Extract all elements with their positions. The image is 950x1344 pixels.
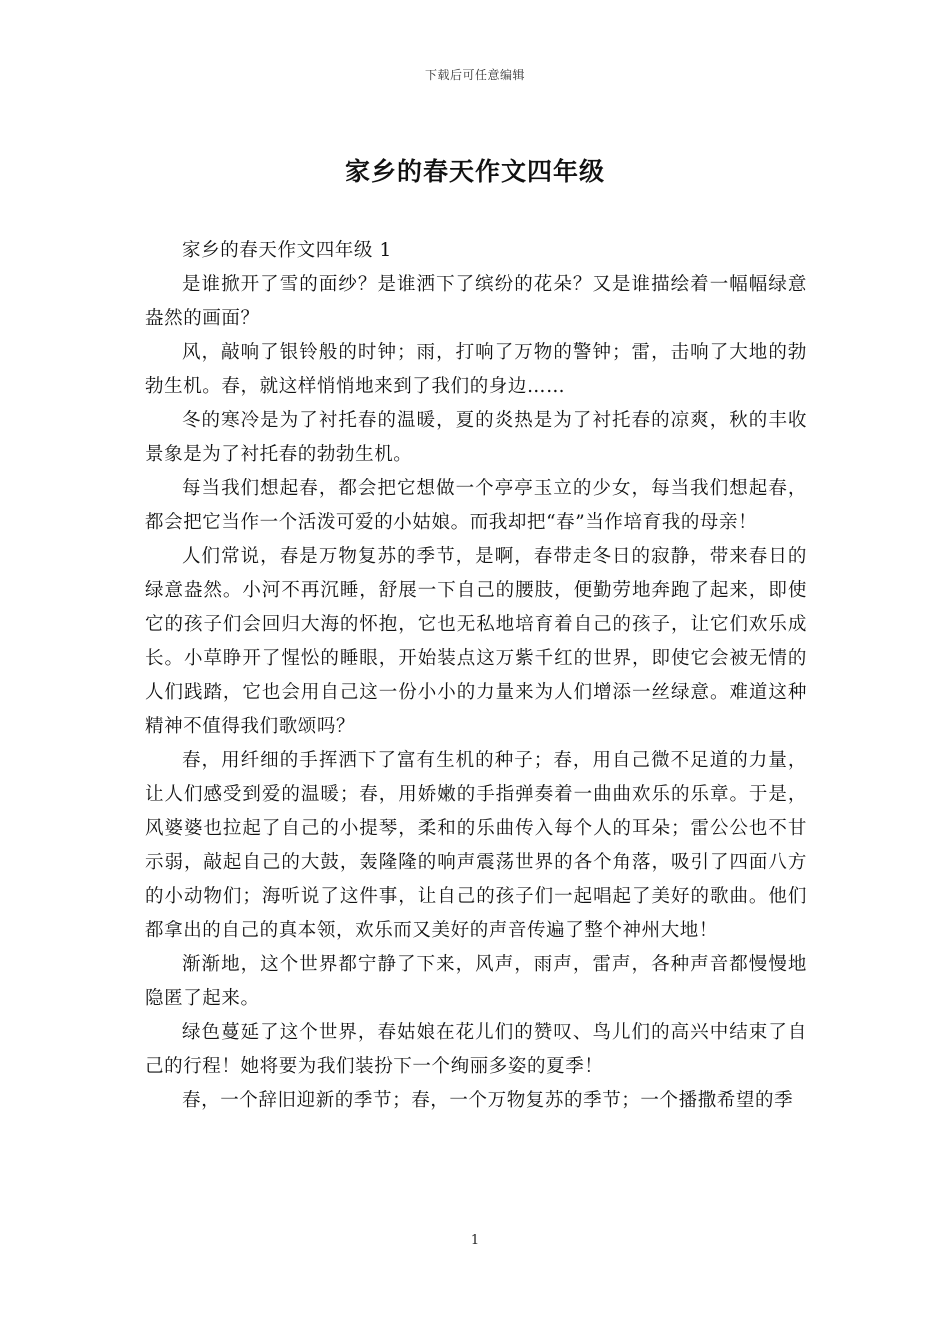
page-number: 1 — [470, 1233, 480, 1248]
paragraph: 是谁掀开了雪的面纱？是谁洒下了缤纷的花朵？又是谁描绘着一幅幅绿意盎然的画面？ — [145, 274, 807, 329]
document-body — [145, 234, 807, 1118]
paragraph: 春，一个辞旧迎新的季节；春，一个万物复苏的季节；一个播撒希望的季 — [182, 1090, 794, 1111]
paragraph: 人们常说，春是万物复苏的季节，是啊，春带走冬日的寂静，带来春日的绿意盎然。小河不再沉睡，舒展一下自己的腰肢，便勤劳地奔跑了起来，即使它的孩子们会回归大海的怀抱，它也无私地培育着自己的孩子，让它们欢乐成长。小草睁开了惺忪的睡眼，开始装点这万紫千红的世界，即使它会被无情的人们践踏，它也会用自己这一份小小的力量来为人们增添一丝绿意。难道这种精神不值得我们歌颂吗？ — [145, 546, 807, 737]
paragraph: 风，敲响了银铃般的时钟；雨，打响了万物的警钟；雷，击响了大地的勃勃生机。春，就这样悄悄地来到了我们的身边…… — [145, 342, 807, 397]
paragraph: 绿色蔓延了这个世界，春姑娘在花儿们的赞叹、鸟儿们的高兴中结束了自己的行程！她将要为我们装扮下一个绚丽多姿的夏季！ — [145, 1022, 807, 1077]
document-title: 家乡的春天作文四年级 — [344, 157, 605, 186]
header-note: 下载后可任意编辑 — [424, 68, 525, 82]
paragraph: 渐渐地，这个世界都宁静了下来，风声，雨声，雷声，各种声音都慢慢地隐匿了起来。 — [145, 954, 807, 1009]
paragraph: 春，用纤细的手挥洒下了富有生机的种子；春，用自己微不足道的力量，让人们感受到爱的温暖；春，用娇嫩的手指弹奏着一曲曲欢乐的乐章。于是，风婆婆也拉起了自己的小提琴，柔和的乐曲传入每个人的耳朵；雷公公也不甘示弱，敲起自己的大鼓，轰隆隆的响声震荡世界的各个角落，吸引了四面八方的小动物们；海听说了这件事，让自己的孩子们一起唱起了美好的歌曲。他们都拿出的自己的真本领，欢乐而又美好的声音传遍了整个神州大地！ — [145, 750, 807, 941]
essay-subtitle: 家乡的春天作文四年级 1 — [182, 240, 392, 261]
paragraph: 每当我们想起春，都会把它想做一个亭亭玉立的少女，每当我们想起春，都会把它当作一个活泼可爱的小姑娘。而我却把“春”当作培育我的母亲！ — [145, 478, 807, 533]
paragraph: 冬的寒冷是为了衬托春的温暖，夏的炎热是为了衬托春的凉爽，秋的丰收景象是为了衬托春的勃勃生机。 — [145, 410, 807, 465]
